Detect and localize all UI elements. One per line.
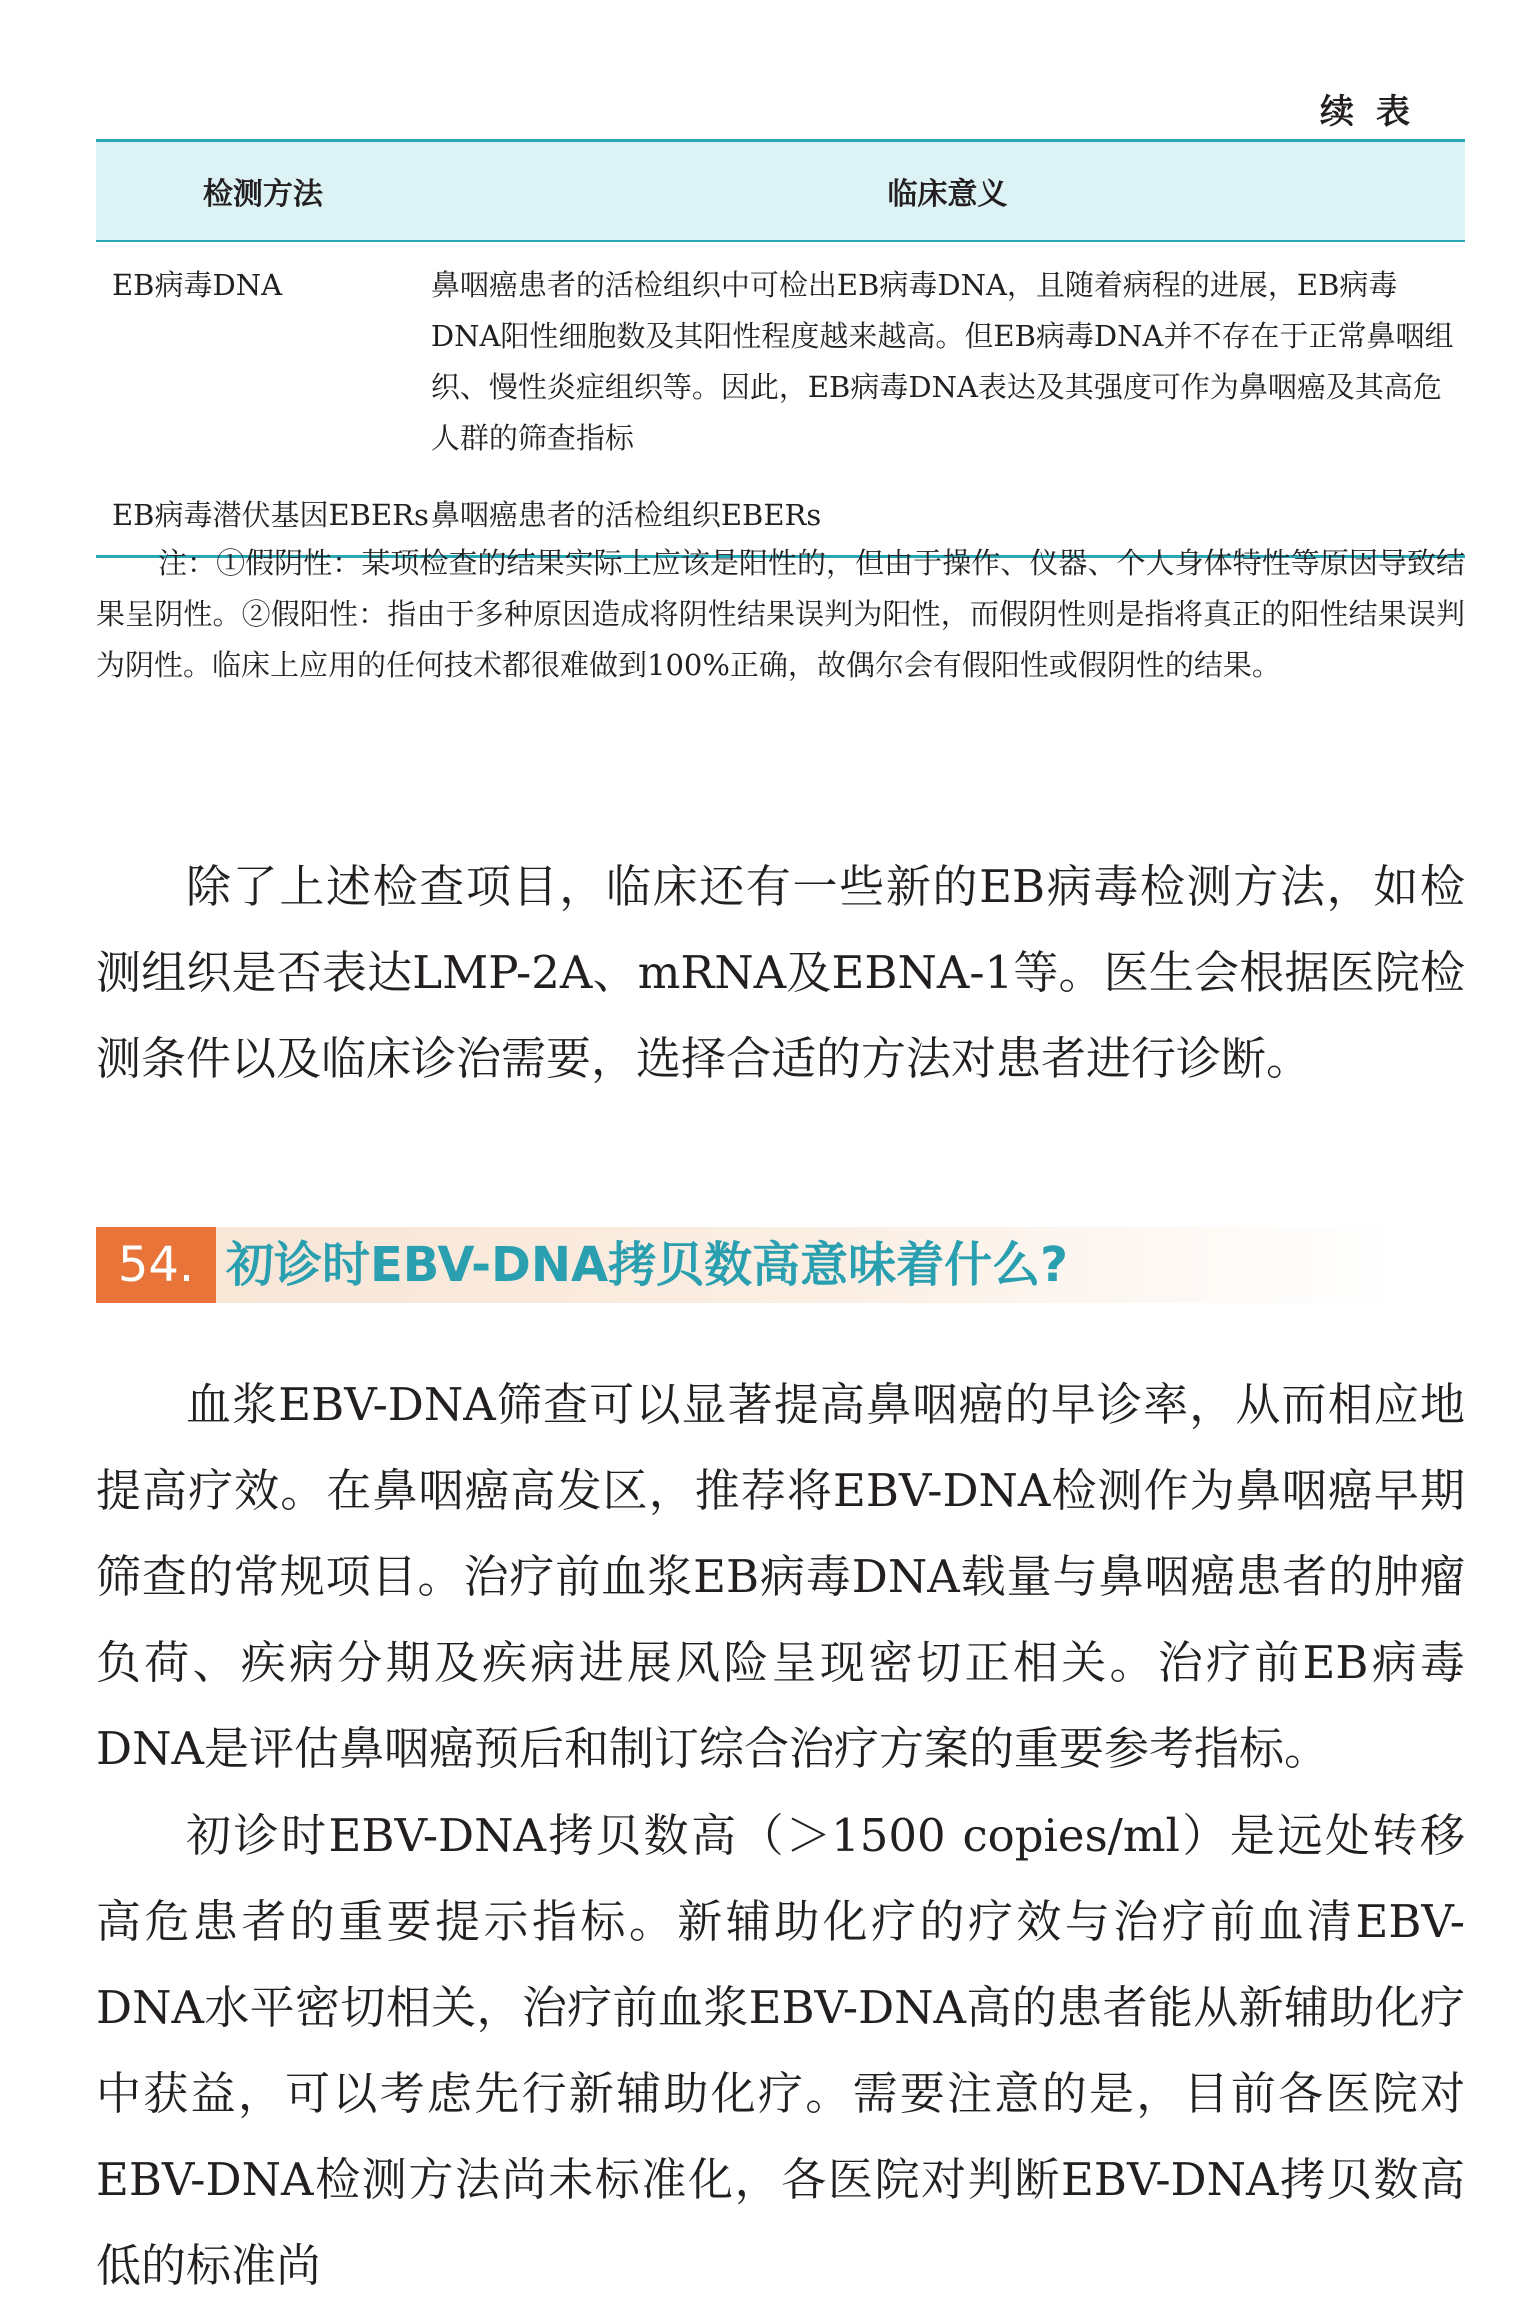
table-note: 注：①假阴性：某项检查的结果实际上应该是阳性的，但由于操作、仪器、个人身体特性等原因导致结果呈阴性。②假阳性：指由于多种原因造成将阴性结果误判为阳性，而假阴性则是指将真正的阳性结果误判为阴性。临床上应用的任何技术都很难做到100%正确，故偶尔会有假阳性或假阴性的结果。 bbox=[96, 546, 1465, 682]
meaning-cell: 鼻咽癌患者的活检组织中可检出EB病毒DNA，且随着病程的进展，EB病毒DNA阳性细胞数及其阳性程度越来越高。但EB病毒DNA并不存在于正常鼻咽组织、慢性炎症组织等。因此，EB病毒DNA表达及其强度可作为鼻咽癌及其高危人群的筛查指标 bbox=[430, 268, 1454, 455]
section-number: 54. bbox=[96, 1227, 216, 1303]
section-paragraph: 初诊时EBV-DNA拷贝数高（＞1500 copies/ml）是远处转移高危患者的重要提示指标。新辅助化疗的疗效与治疗前血清EBV-DNA水平密切相关，治疗前血浆EBV-DNA高的患者能从新辅助化疗中获益，可以考虑先行新辅助化疗。需要注意的是，目前各医院对EBV-DNA检测方法尚未标准化，各医院对判断EBV-DNA拷贝数高低的标准尚 bbox=[96, 1809, 1465, 2292]
section-title: 初诊时EBV-DNA拷贝数高意味着什么? bbox=[226, 1237, 1069, 1293]
section-paragraph: 血浆EBV-DNA筛查可以显著提高鼻咽癌的早诊率，从而相应地提高疗效。在鼻咽癌高发区，推荐将EBV-DNA检测作为鼻咽癌早期筛查的常规项目。治疗前血浆EB病毒DNA载量与鼻咽癌患者的肿瘤负荷、疾病分期及疾病进展风险呈现密切正相关。治疗前EB病毒DNA是评估鼻咽癌预后和制订综合治疗方案的重要参考指标。 bbox=[96, 1378, 1465, 1775]
header-clinical-significance: 临床意义 bbox=[430, 141, 1465, 242]
table-row bbox=[96, 241, 1465, 474]
detection-methods-table bbox=[96, 139, 1465, 558]
header-detection-method: 检测方法 bbox=[96, 141, 430, 242]
body-paragraph: 除了上述检查项目，临床还有一些新的EB病毒检测方法，如检测组织是否表达LMP-2A、mRNA及EBNA-1等。医生会根据医院检测条件以及临床诊治需要，选择合适的方法对患者进行诊断。 bbox=[96, 860, 1465, 1085]
method-cell: EB病毒DNA bbox=[112, 268, 283, 302]
meaning-cell: 鼻咽癌患者的活检组织EBERs bbox=[430, 474, 1465, 557]
section-heading bbox=[96, 1227, 1396, 1303]
table-header-row bbox=[96, 141, 1465, 242]
method-cell: EB病毒潜伏基因EBERs bbox=[96, 474, 430, 557]
continued-table-label: 续表 bbox=[1320, 92, 1432, 132]
